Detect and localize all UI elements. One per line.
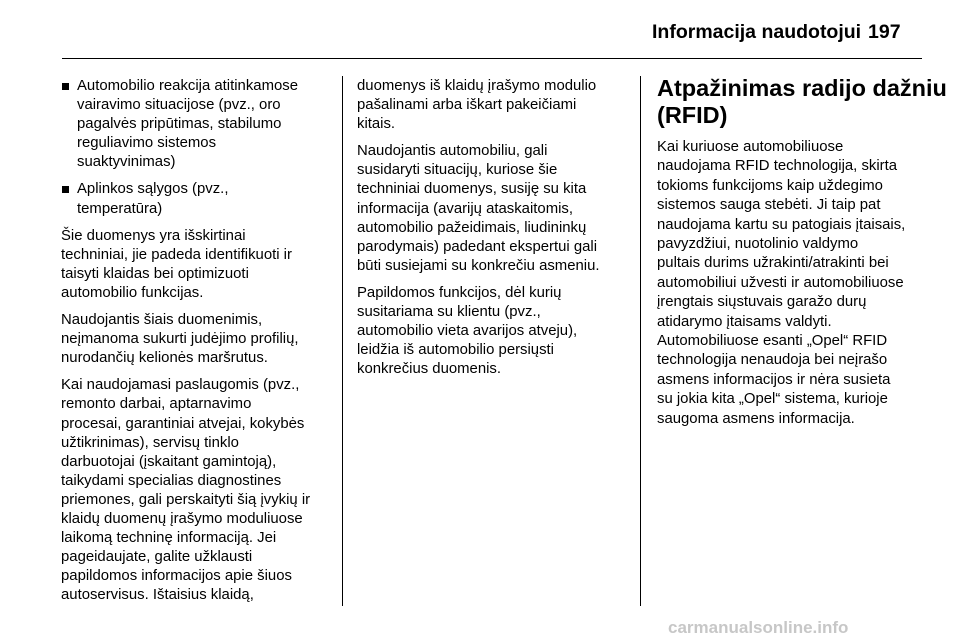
text-line: naudojama kartu su patogiais įtaisais, bbox=[657, 216, 906, 233]
text-line: atidarymo įtaisams valdyti. bbox=[657, 313, 832, 330]
text-line: remonto darbai, aptarnavimo bbox=[61, 396, 252, 413]
text-line: Šie duomenys yra išskirtinai bbox=[61, 227, 246, 244]
text-line: automobilio vieta avarijos atveju), bbox=[357, 323, 578, 340]
text-line: reguliavimo sistemos bbox=[77, 135, 217, 152]
text-line: technologija nenaudoja bei neįrašo bbox=[657, 352, 888, 369]
column-divider-2 bbox=[640, 76, 641, 606]
text-line: informacija (avarijų ataskaitomis, bbox=[357, 200, 573, 217]
column-3 bbox=[657, 75, 947, 429]
text-line: taisyti klaidas bei optimizuoti bbox=[61, 265, 249, 282]
bullet-item bbox=[61, 77, 336, 172]
text-line: pultais durims užrakinti/atrakinti bei bbox=[657, 255, 889, 272]
watermark-text: carmanualsonline.info bbox=[668, 618, 849, 637]
paragraph bbox=[357, 77, 635, 134]
text-line: vairavimo situacijose (pvz., oro bbox=[77, 97, 281, 114]
text-line: susitariama su klientu (pvz., bbox=[357, 304, 541, 321]
text-line: priemones, gali perskaityti šią įvykių ir bbox=[61, 491, 311, 508]
text-line: sistemos sauga stebėti. Ji taip pat bbox=[657, 197, 881, 214]
text-line: užtikrinimas), servisų tinklo bbox=[61, 434, 239, 451]
square-bullet-icon bbox=[62, 186, 69, 193]
text-line: taikydami specialias diagnostines bbox=[61, 472, 282, 489]
text-line: procesai, garantiniai atvejai, kokybės bbox=[61, 415, 305, 432]
header-divider bbox=[62, 58, 922, 59]
text-line: temperatūra) bbox=[77, 200, 163, 217]
text-line: nurodančių kelionės maršrutus. bbox=[61, 350, 268, 367]
text-line: parodymais) padedant ekspertui gali bbox=[357, 238, 598, 255]
bullet-item bbox=[61, 180, 336, 218]
heading-line: Atpažinimas radijo dažniu bbox=[657, 75, 947, 101]
text-line: neįmanoma sukurti judėjimo profilių, bbox=[61, 331, 299, 348]
text-line: Papildomos funkcijos, dėl kurių bbox=[357, 284, 562, 301]
text-line: Naudojantis šiais duomenimis, bbox=[61, 312, 263, 329]
text-line: su jokia kita „Opel“ sistema, kurioje bbox=[657, 391, 888, 408]
text-line: Aplinkos sąlygos (pvz., bbox=[77, 181, 229, 198]
page-number: 197 bbox=[868, 21, 901, 43]
column-divider-1 bbox=[342, 76, 343, 606]
text-line: tokioms funkcijoms kaip uždegimo bbox=[657, 177, 883, 194]
text-line: pagalvės pripūtimas, stabilumo bbox=[77, 116, 282, 133]
heading-line: (RFID) bbox=[657, 102, 728, 128]
text-line: saugoma asmens informacija. bbox=[657, 410, 855, 427]
text-line: kitais. bbox=[357, 116, 396, 133]
paragraph bbox=[357, 284, 635, 379]
column-2 bbox=[357, 77, 635, 387]
text-line: įrengtais siųstuvais garažo durų bbox=[657, 294, 867, 311]
text-line: papildomos informacijos apie šiuos bbox=[61, 568, 292, 585]
text-line: suaktyvinimas) bbox=[77, 154, 176, 171]
text-line: automobiliui užvesti ir automobiliuose bbox=[657, 274, 904, 291]
text-line: automobilio funkcijas. bbox=[61, 284, 204, 301]
text-line: pavyzdžiui, nuotolinio valdymo bbox=[657, 236, 859, 253]
text-line: klaidų duomenų įrašymo moduliuose bbox=[61, 510, 303, 527]
text-line: Automobiliuose esanti „Opel“ RFID bbox=[657, 333, 888, 350]
text-line: Automobilio reakcija atitinkamose bbox=[77, 78, 298, 94]
text-line: naudojama RFID technologija, skirta bbox=[657, 158, 898, 175]
text-line: Kai naudojamasi paslaugomis (pvz., bbox=[61, 377, 300, 394]
text-line: konkrečius duomenis. bbox=[357, 361, 502, 378]
text-line: techniniai, jie padeda identifikuoti ir bbox=[61, 246, 292, 263]
text-line: duomenys iš klaidų įrašymo modulio bbox=[357, 78, 597, 94]
text-line: pageidaujate, galite užklausti bbox=[61, 549, 253, 566]
paragraph bbox=[357, 142, 635, 276]
text-line: techniniai duomenys, susiję su kita bbox=[357, 181, 587, 198]
text-line: autoservisus. Ištaisius klaidą, bbox=[61, 587, 254, 604]
section-title: Informacija naudotojui bbox=[652, 21, 862, 43]
text-line: Kai kuriuose automobiliuose bbox=[657, 139, 844, 155]
paragraph bbox=[61, 227, 336, 303]
paragraph bbox=[61, 376, 336, 605]
text-line: automobilio pažeidimais, liudininkų bbox=[357, 219, 587, 236]
section-heading bbox=[657, 75, 947, 129]
text-line: Naudojantis automobiliu, gali bbox=[357, 143, 548, 160]
text-line: pašalinami arba iškart pakeičiami bbox=[357, 97, 577, 114]
text-line: būti susiejami su konkrečiu asmeniu. bbox=[357, 257, 600, 274]
text-line: leidžia iš automobilio persiųsti bbox=[357, 342, 554, 359]
paragraph bbox=[61, 311, 336, 368]
text-line: susidaryti situacijų, kuriose šie bbox=[357, 162, 558, 179]
text-line: asmens informacijos ir nėra susieta bbox=[657, 371, 891, 388]
text-line: darbuotojai (įskaitant gamintoją), bbox=[61, 453, 277, 470]
section-body bbox=[657, 138, 937, 429]
text-line: laikomą techninę informaciją. Jei bbox=[61, 530, 277, 547]
column-1 bbox=[61, 77, 336, 613]
square-bullet-icon bbox=[62, 83, 69, 90]
